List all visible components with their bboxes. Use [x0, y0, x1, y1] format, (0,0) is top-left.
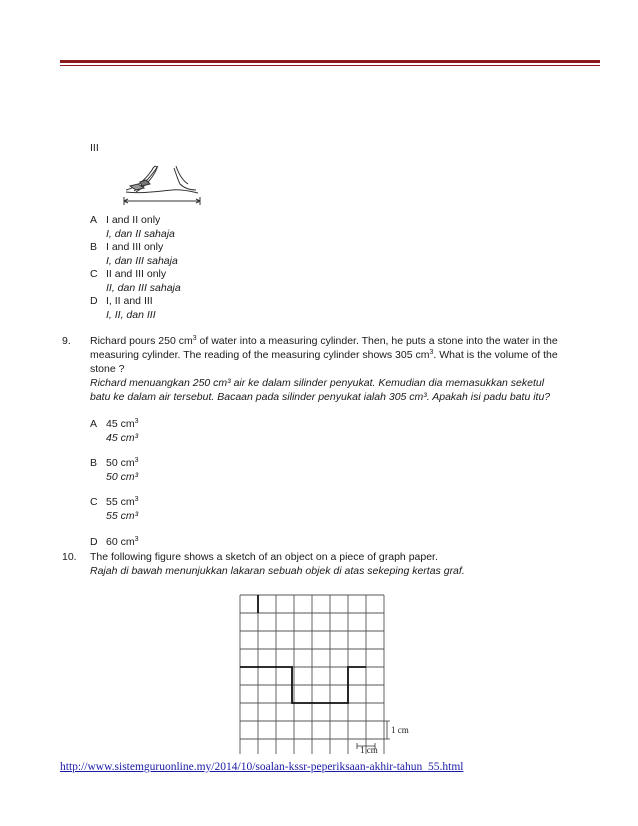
q8-option-b-letter: B: [90, 241, 98, 253]
q8-option-a-letter: A: [90, 214, 98, 226]
q9-question-line-1: Richard pours 250 $cm^3$ of water into a measuring cylinder. Then, he puts a stone into the water in the: [90, 335, 558, 347]
scale-label-vertical: 1 cm: [391, 725, 409, 735]
q8-option-a-text: I and II only: [106, 214, 161, 226]
q9-translation-line-2: batu ke dalam air tersebut. Bacaan pada silinder penyukat ialah 305 cm³. Apakah isi padu batu itu?: [90, 391, 551, 403]
q9-number: 9.: [62, 335, 71, 347]
scale-label-horizontal: 1 cm: [360, 745, 378, 754]
q9-question-line-2: measuring cylinder. The reading of the measuring cylinder shows 305 $cm^3$. What is the volume of the: [90, 349, 558, 361]
q9-option-a-translation: 45 cm³: [106, 432, 139, 444]
q8-option-d-translation: I, II, dan III: [106, 309, 156, 321]
graph-paper-figure: [236, 592, 416, 754]
q10-number: 10.: [62, 551, 77, 563]
source-url-link[interactable]: http://www.sistemguruonline.my/2014/10/soalan-kssr-peperiksaan-akhir-tahun_55.html: [60, 761, 464, 773]
q9-option-c-translation: 55 cm³: [106, 510, 139, 522]
q10-translation: Rajah di bawah menunjukkan lakaran sebuah objek di atas sekeping kertas graf.: [90, 565, 465, 577]
q9-question-line-3: stone ?: [90, 363, 125, 375]
q10-question: The following figure shows a sketch of an object on a piece of graph paper.: [90, 551, 438, 563]
item-label-iii: III: [90, 142, 99, 154]
q9-option-d-letter: D: [90, 536, 98, 548]
q8-option-b-text: I and III only: [106, 241, 164, 253]
tweezers-illustration: [120, 160, 202, 206]
header-rule-thick: [60, 60, 600, 63]
q9-option-b-translation: 50 cm³: [106, 471, 139, 483]
q9-option-c-text: 55 $cm^3$: [106, 496, 139, 508]
q8-option-c-translation: II, dan III sahaja: [106, 282, 181, 294]
q9-option-c-letter: C: [90, 496, 98, 508]
q8-option-c-letter: C: [90, 268, 98, 280]
q9-option-d-text: 60 $cm^3$: [106, 536, 139, 548]
q9-option-a-letter: A: [90, 418, 98, 430]
q9-option-a-text: 45 $cm^3$: [106, 418, 139, 430]
graph-grid: [240, 595, 384, 754]
q8-option-a-translation: I, dan II sahaja: [106, 228, 175, 240]
q9-translation-line-1: Richard menuangkan 250 cm³ air ke dalam silinder penyukat. Kemudian dia memasukkan seketul: [90, 377, 545, 389]
q8-option-d-text: I, II and III: [106, 295, 153, 307]
q8-option-d-letter: D: [90, 295, 98, 307]
header-rule-thin: [60, 65, 600, 66]
q9-option-b-letter: B: [90, 457, 98, 469]
q8-option-c-text: II and III only: [106, 268, 167, 280]
q8-option-b-translation: I, dan III sahaja: [106, 255, 178, 267]
q9-option-b-text: 50 $cm^3$: [106, 457, 139, 469]
